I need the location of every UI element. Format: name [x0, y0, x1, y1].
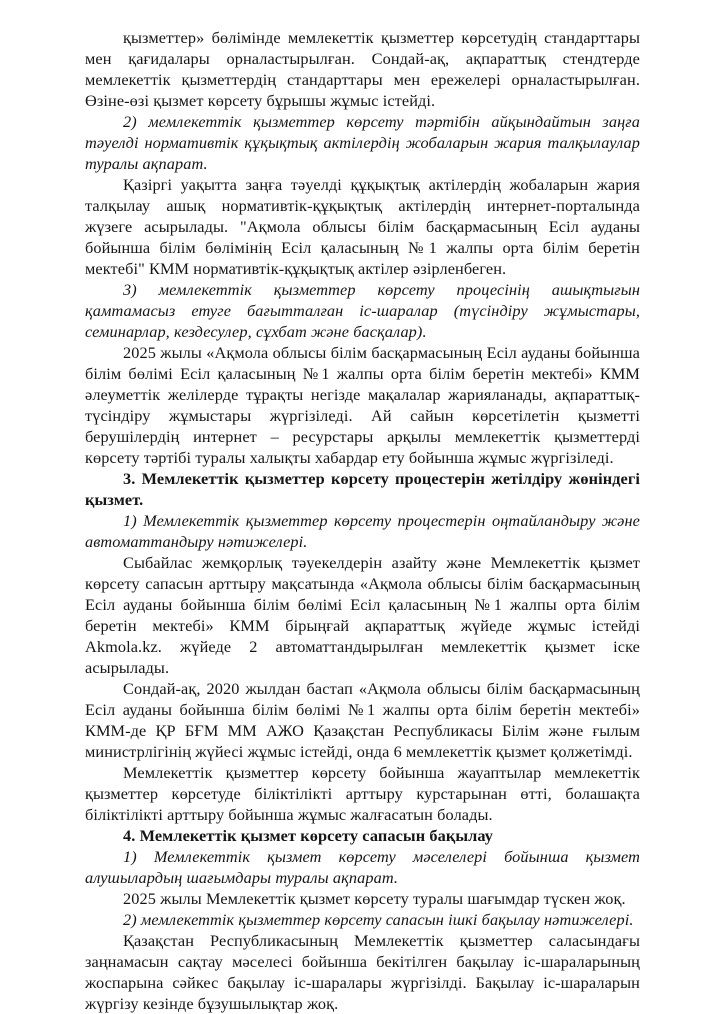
paragraph-item-1: 1) Мемлекеттік қызметтер көрсету процестерін оңтайландыру және автоматтандыру нәтижелері.: [85, 511, 640, 551]
paragraph-body: Қазіргі уақытта заңға тәуелді құқықтық актілердің жобаларын жария талқылау ашық нормативтік-құқықтық актілердің интернет-порталында жүзеге асырылады. "Ақмола облысы білім басқармасының Есіл ауданы бойынша білім бөлімінің Есіл қаласының №1 жалпы орта білім беретін мектебі" КММ нормативтік-құқықтық актілер әзірленбеген.: [85, 175, 640, 278]
paragraph-body: 2025 жылы «Ақмола облысы білім басқармасының Есіл ауданы бойынша білім бөлімі Есіл қаласының №1 жалпы орта білім беретін мектебі» КММ әлеуметтік желілерде тұрақты негізде мақалалар жарияланады, ақпараттық-түсіндіру жұмыстары жүргізіледі. Ай сайын көрсетілетін қызметті берушілердің интернет – ресурстары арқылы мемлекеттік қызметтерді көрсету тәртібі туралы халықты хабардар ету бойынша жұмыс жүргізіледі.: [85, 343, 640, 467]
section-heading-4: 4. Мемлекеттік қызмет көрсету сапасын бақылау: [123, 826, 494, 845]
document-body: [85, 27, 640, 1014]
paragraph-body: Мемлекеттік қызметтер көрсету бойынша жауаптылар мемлекеттік қызметтер көрсетуде біліктілікті арттыру курстарынан өтті, болашақта біліктілікті арттыру бойынша жұмыс жалғасатын болады.: [85, 763, 640, 824]
paragraph-item-3: 3) мемлекеттік қызметтер көрсету процесінің ашықтығын қамтамасыз етуге бағытталған іс-шаралар (түсіндіру жұмыстары, семинарлар, кездесулер, сұхбат және басқалар).: [85, 280, 640, 341]
paragraph-continuation: қызметтер» бөлімінде мемлекеттік қызметтер көрсетудің стандарттары мен қағидалары орналастырылған. Сондай-ақ, ақпараттық стендтерде мемлекеттік қызметтердің стандарттары мен ережелері орналастырылған. Өзіне-өзі қызмет көрсету бұрышы жұмыс істейді.: [85, 28, 640, 110]
paragraph-item-2: 2) мемлекеттік қызметтер көрсету сапасын ішкі бақылау нәтижелері.: [123, 910, 634, 929]
section-heading-3: 3. Мемлекеттік қызметтер көрсету процестерін жетілдіру жөніндегі қызмет.: [85, 469, 640, 509]
paragraph-body: Сондай-ақ, 2020 жылдан бастап «Ақмола облысы білім басқармасының Есіл ауданы бойынша білім бөлімі №1 жалпы орта білім беретін мектебі» КММ-де ҚР БҒМ ММ АЖО Қазақстан Республикасы Білім және ғылым министрлігінің жүйесі жұмыс істейді, онда 6 мемлекеттік қызмет қолжетімді.: [85, 679, 640, 761]
paragraph-body: Сыбайлас жемқорлық тәуекелдерін азайту және Мемлекеттік қызмет көрсету сапасын арттыру мақсатында «Ақмола облысы білім басқармасының Есіл ауданы бойынша білім бөлімі Есіл қаласының №1 жалпы орта білім беретін мектебі» КММ бірыңғай ақпараттық жүйеде жұмыс істейді Akmola.kz. жүйеде 2 автоматтандырылған мемлекеттік қызмет іске асырылады.: [85, 553, 640, 677]
paragraph-item-1: 1) Мемлекеттік қызмет көрсету мәселелері бойынша қызмет алушылардың шағымдары туралы ақпарат.: [85, 847, 640, 887]
paragraph-body: Қазақстан Республикасының Мемлекеттік қызметтер саласындағы заңнамасын сақтау мәселесі бойынша бекітілген бақылау іс-шараларының жоспарына сәйкес бақылау іс-шаралары жүргізілді. Бақылау іс-шараларын жүргізу кезінде бұзушылықтар жоқ.: [85, 931, 640, 1013]
paragraph-item-2: 2) мемлекеттік қызметтер көрсету тәртібін айқындайтын заңға тәуелді нормативтік құқықтық актілердің жобаларын жария талқылаулар туралы ақпарат.: [85, 112, 640, 173]
paragraph-body: 2025 жылы Мемлекеттік қызмет көрсету туралы шағымдар түскен жоқ.: [123, 889, 626, 908]
